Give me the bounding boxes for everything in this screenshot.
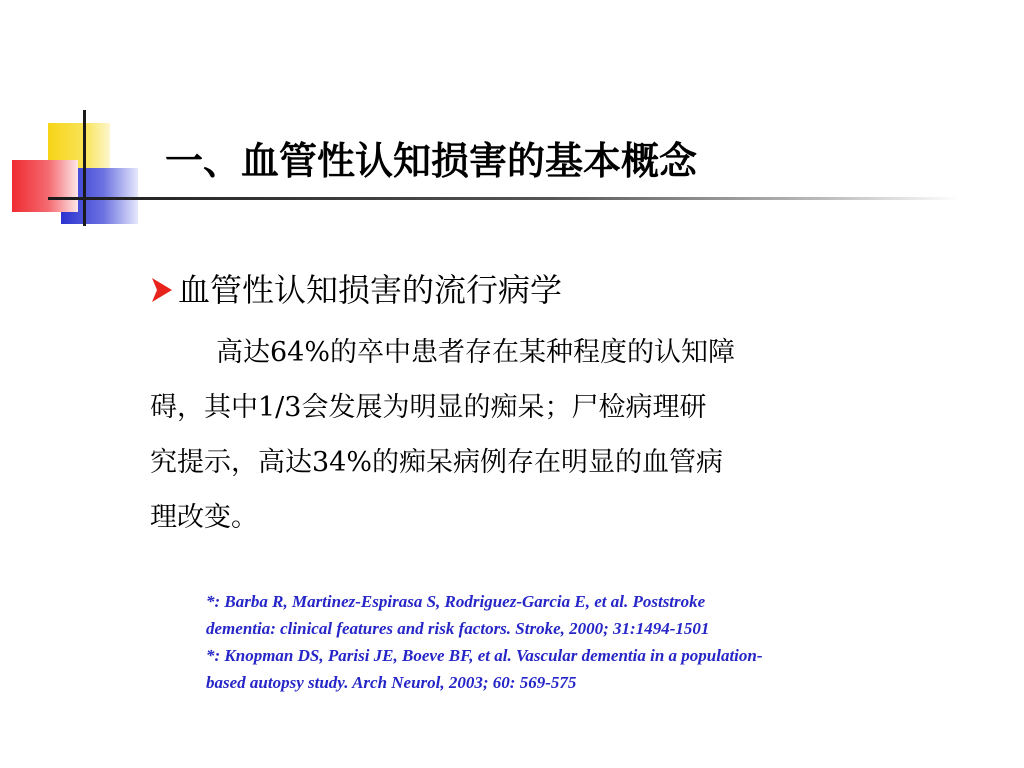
paragraph-line: 碍，其中1/3会发展为明显的痴呆；尸检病理研	[150, 392, 707, 423]
vertical-rule	[83, 110, 86, 226]
title-underline	[48, 197, 960, 200]
bullet-heading-text: 血管性认知损害的流行病学	[178, 271, 563, 309]
paragraph-line: 高达64%的卒中患者存在某种程度的认知障	[216, 337, 736, 368]
arrow-bullet-icon	[150, 276, 174, 304]
references-block	[206, 588, 896, 696]
paragraph-line: 理改变。	[150, 502, 258, 533]
reference-line: based autopsy study. Arch Neurol, 2003; 60: 569-575	[206, 673, 577, 692]
body-paragraph	[150, 325, 870, 545]
bullet-heading	[150, 268, 562, 312]
slide-title: 一、血管性认知损害的基本概念	[165, 139, 698, 183]
reference-line: *: Knopman DS, Parisi JE, Boeve BF, et al. Vascular dementia in a population-	[206, 646, 763, 665]
reference-line: *: Barba R, Martinez-Espirasa S, Rodriguez-Garcia E, et al. Poststroke	[206, 592, 706, 611]
red-square	[12, 160, 78, 212]
reference-line: dementia: clinical features and risk factors. Stroke, 2000; 31:1494-1501	[206, 619, 710, 638]
paragraph-line: 究提示，高达34%的痴呆病例存在明显的血管病	[150, 447, 724, 478]
